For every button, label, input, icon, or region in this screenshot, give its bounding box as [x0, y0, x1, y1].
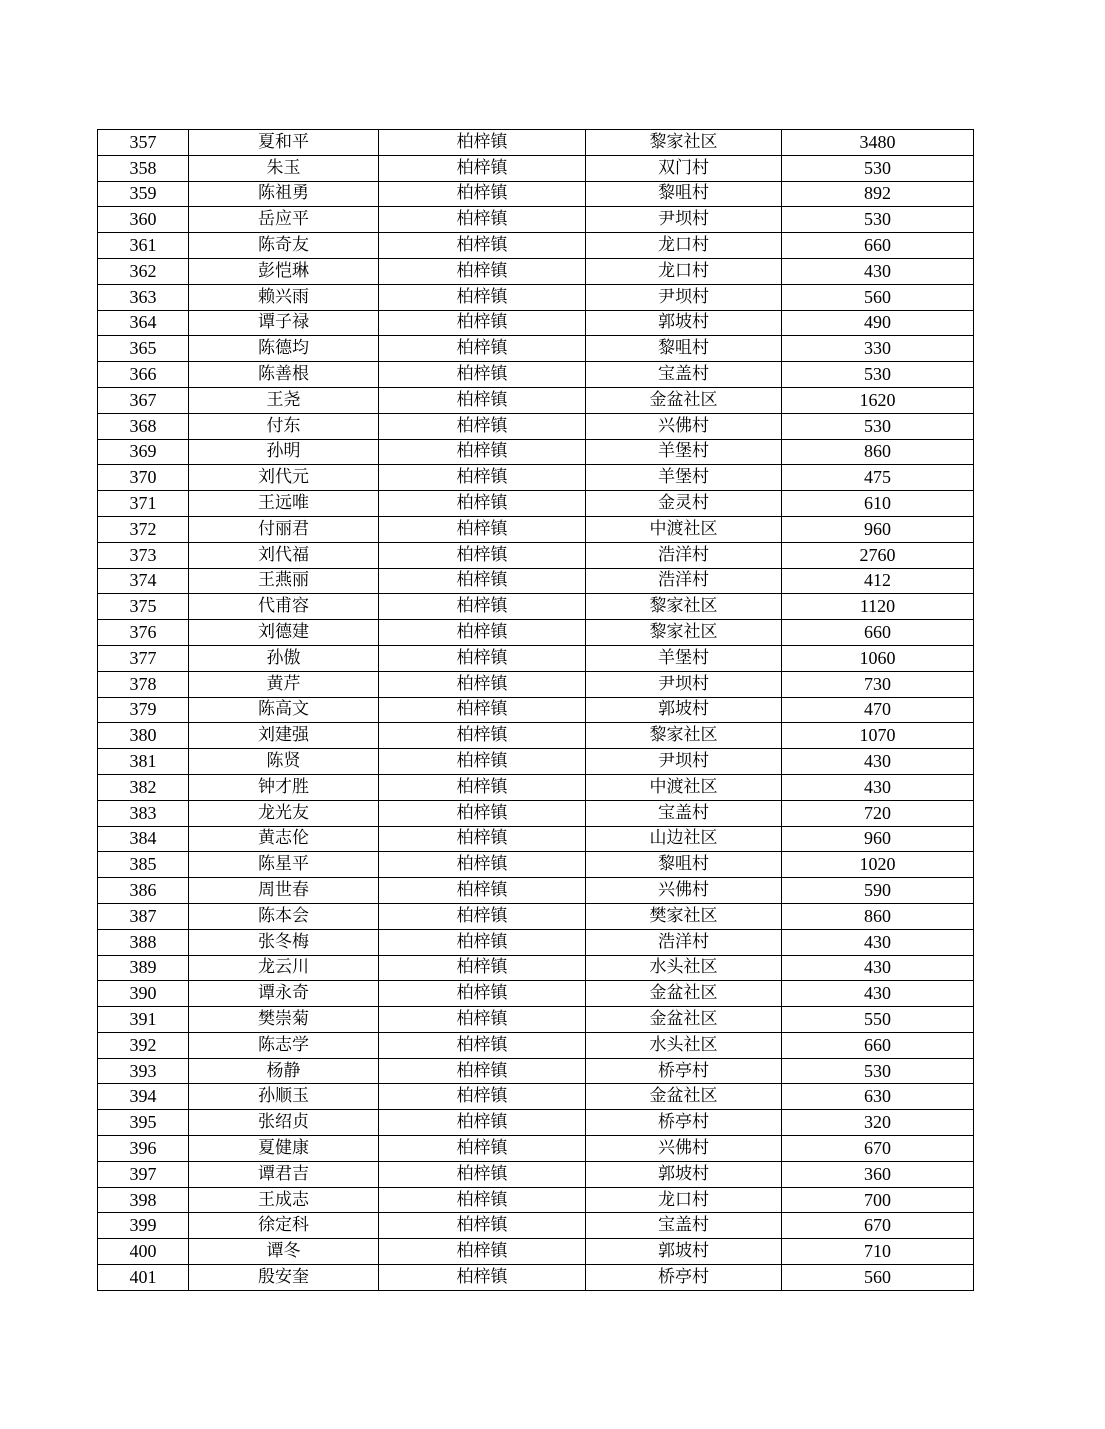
village-name: 金盆社区 — [586, 387, 782, 413]
table-row — [98, 826, 974, 852]
person-name: 陈高文 — [189, 697, 379, 723]
amount-value: 860 — [782, 439, 974, 465]
person-name: 刘代元 — [189, 465, 379, 491]
table-row — [98, 207, 974, 233]
town-name: 柏梓镇 — [379, 387, 586, 413]
amount-value: 430 — [782, 929, 974, 955]
village-name: 宝盖村 — [586, 800, 782, 826]
table-row — [98, 516, 974, 542]
town-name: 柏梓镇 — [379, 1058, 586, 1084]
town-name: 柏梓镇 — [379, 1187, 586, 1213]
village-name: 山边社区 — [586, 826, 782, 852]
row-number: 364 — [98, 310, 189, 336]
table-row — [98, 155, 974, 181]
town-name: 柏梓镇 — [379, 955, 586, 981]
town-name: 柏梓镇 — [379, 697, 586, 723]
town-name: 柏梓镇 — [379, 336, 586, 362]
town-name: 柏梓镇 — [379, 1136, 586, 1162]
table-row — [98, 697, 974, 723]
person-name: 代甫容 — [189, 594, 379, 620]
table-row — [98, 233, 974, 259]
row-number: 366 — [98, 362, 189, 388]
table-row — [98, 723, 974, 749]
person-name: 张绍贞 — [189, 1110, 379, 1136]
row-number: 381 — [98, 749, 189, 775]
village-name: 黎咀村 — [586, 852, 782, 878]
row-number: 377 — [98, 645, 189, 671]
village-name: 尹坝村 — [586, 207, 782, 233]
amount-value: 412 — [782, 568, 974, 594]
table-row — [98, 284, 974, 310]
village-name: 兴佛村 — [586, 878, 782, 904]
town-name: 柏梓镇 — [379, 439, 586, 465]
amount-value: 700 — [782, 1187, 974, 1213]
amount-value: 660 — [782, 620, 974, 646]
village-name: 黎咀村 — [586, 336, 782, 362]
table-row — [98, 310, 974, 336]
person-name: 王成志 — [189, 1187, 379, 1213]
row-number: 362 — [98, 258, 189, 284]
document-page — [97, 129, 974, 1291]
person-name: 谭冬 — [189, 1239, 379, 1265]
row-number: 390 — [98, 981, 189, 1007]
person-name: 赖兴雨 — [189, 284, 379, 310]
table-row — [98, 749, 974, 775]
table-row — [98, 362, 974, 388]
person-name: 王远唯 — [189, 491, 379, 517]
amount-value: 560 — [782, 1265, 974, 1291]
amount-value: 730 — [782, 671, 974, 697]
town-name: 柏梓镇 — [379, 233, 586, 259]
amount-value: 1120 — [782, 594, 974, 620]
row-number: 378 — [98, 671, 189, 697]
row-number: 380 — [98, 723, 189, 749]
village-name: 龙口村 — [586, 258, 782, 284]
amount-value: 530 — [782, 413, 974, 439]
town-name: 柏梓镇 — [379, 620, 586, 646]
person-name: 王燕丽 — [189, 568, 379, 594]
table-row — [98, 336, 974, 362]
table-row — [98, 1110, 974, 1136]
person-name: 陈本会 — [189, 903, 379, 929]
person-name: 夏健康 — [189, 1136, 379, 1162]
table-row — [98, 929, 974, 955]
village-name: 郭坡村 — [586, 1161, 782, 1187]
table-row — [98, 1213, 974, 1239]
village-name: 龙口村 — [586, 233, 782, 259]
amount-value: 2760 — [782, 542, 974, 568]
village-name: 黎家社区 — [586, 594, 782, 620]
village-name: 桥亭村 — [586, 1058, 782, 1084]
person-name: 孙傲 — [189, 645, 379, 671]
amount-value: 960 — [782, 826, 974, 852]
row-number: 397 — [98, 1161, 189, 1187]
table-row — [98, 1136, 974, 1162]
village-name: 樊家社区 — [586, 903, 782, 929]
table-row — [98, 387, 974, 413]
person-name: 刘代福 — [189, 542, 379, 568]
row-number: 367 — [98, 387, 189, 413]
village-name: 金灵村 — [586, 491, 782, 517]
amount-value: 330 — [782, 336, 974, 362]
table-row — [98, 1265, 974, 1291]
row-number: 399 — [98, 1213, 189, 1239]
table-row — [98, 594, 974, 620]
table-row — [98, 645, 974, 671]
table-row — [98, 774, 974, 800]
amount-value: 320 — [782, 1110, 974, 1136]
village-name: 黎咀村 — [586, 181, 782, 207]
person-name: 陈德均 — [189, 336, 379, 362]
row-number: 387 — [98, 903, 189, 929]
town-name: 柏梓镇 — [379, 594, 586, 620]
person-name: 钟才胜 — [189, 774, 379, 800]
town-name: 柏梓镇 — [379, 465, 586, 491]
table-row — [98, 258, 974, 284]
row-number: 368 — [98, 413, 189, 439]
table-row — [98, 491, 974, 517]
village-name: 龙口村 — [586, 1187, 782, 1213]
person-name: 陈贤 — [189, 749, 379, 775]
person-name: 谭子禄 — [189, 310, 379, 336]
town-name: 柏梓镇 — [379, 1265, 586, 1291]
table-row — [98, 130, 974, 156]
town-name: 柏梓镇 — [379, 284, 586, 310]
table-row — [98, 1032, 974, 1058]
person-name: 龙光友 — [189, 800, 379, 826]
town-name: 柏梓镇 — [379, 491, 586, 517]
person-name: 樊崇菊 — [189, 1007, 379, 1033]
row-number: 360 — [98, 207, 189, 233]
person-name: 龙云川 — [189, 955, 379, 981]
table-row — [98, 852, 974, 878]
village-name: 黎家社区 — [586, 620, 782, 646]
amount-value: 430 — [782, 258, 974, 284]
row-number: 382 — [98, 774, 189, 800]
amount-value: 3480 — [782, 130, 974, 156]
table-row — [98, 1058, 974, 1084]
table-row — [98, 413, 974, 439]
town-name: 柏梓镇 — [379, 1032, 586, 1058]
table-row — [98, 981, 974, 1007]
person-name: 谭永奇 — [189, 981, 379, 1007]
person-name: 彭恺琳 — [189, 258, 379, 284]
town-name: 柏梓镇 — [379, 723, 586, 749]
row-number: 398 — [98, 1187, 189, 1213]
town-name: 柏梓镇 — [379, 155, 586, 181]
village-name: 黎家社区 — [586, 130, 782, 156]
row-number: 365 — [98, 336, 189, 362]
row-number: 388 — [98, 929, 189, 955]
village-name: 兴佛村 — [586, 1136, 782, 1162]
amount-value: 530 — [782, 1058, 974, 1084]
town-name: 柏梓镇 — [379, 130, 586, 156]
row-number: 357 — [98, 130, 189, 156]
person-name: 周世春 — [189, 878, 379, 904]
town-name: 柏梓镇 — [379, 516, 586, 542]
row-number: 385 — [98, 852, 189, 878]
table-row — [98, 181, 974, 207]
town-name: 柏梓镇 — [379, 852, 586, 878]
person-name: 黄芹 — [189, 671, 379, 697]
town-name: 柏梓镇 — [379, 981, 586, 1007]
village-name: 郭坡村 — [586, 1239, 782, 1265]
data-table — [97, 129, 974, 1291]
amount-value: 660 — [782, 1032, 974, 1058]
village-name: 羊堡村 — [586, 439, 782, 465]
town-name: 柏梓镇 — [379, 774, 586, 800]
amount-value: 530 — [782, 362, 974, 388]
amount-value: 430 — [782, 774, 974, 800]
table-row — [98, 671, 974, 697]
village-name: 浩洋村 — [586, 929, 782, 955]
table-row — [98, 1187, 974, 1213]
town-name: 柏梓镇 — [379, 1213, 586, 1239]
village-name: 中渡社区 — [586, 516, 782, 542]
row-number: 386 — [98, 878, 189, 904]
row-number: 373 — [98, 542, 189, 568]
table-row — [98, 542, 974, 568]
row-number: 371 — [98, 491, 189, 517]
town-name: 柏梓镇 — [379, 645, 586, 671]
amount-value: 630 — [782, 1084, 974, 1110]
table-row — [98, 878, 974, 904]
row-number: 401 — [98, 1265, 189, 1291]
table-body — [98, 130, 974, 1291]
town-name: 柏梓镇 — [379, 1239, 586, 1265]
village-name: 尹坝村 — [586, 671, 782, 697]
village-name: 浩洋村 — [586, 542, 782, 568]
town-name: 柏梓镇 — [379, 878, 586, 904]
amount-value: 1620 — [782, 387, 974, 413]
table-row — [98, 903, 974, 929]
amount-value: 550 — [782, 1007, 974, 1033]
row-number: 372 — [98, 516, 189, 542]
village-name: 郭坡村 — [586, 310, 782, 336]
town-name: 柏梓镇 — [379, 1110, 586, 1136]
town-name: 柏梓镇 — [379, 362, 586, 388]
person-name: 刘德建 — [189, 620, 379, 646]
town-name: 柏梓镇 — [379, 310, 586, 336]
village-name: 桥亭村 — [586, 1110, 782, 1136]
town-name: 柏梓镇 — [379, 749, 586, 775]
village-name: 金盆社区 — [586, 981, 782, 1007]
person-name: 谭君吉 — [189, 1161, 379, 1187]
row-number: 375 — [98, 594, 189, 620]
amount-value: 892 — [782, 181, 974, 207]
amount-value: 360 — [782, 1161, 974, 1187]
amount-value: 590 — [782, 878, 974, 904]
amount-value: 1060 — [782, 645, 974, 671]
row-number: 394 — [98, 1084, 189, 1110]
amount-value: 860 — [782, 903, 974, 929]
amount-value: 530 — [782, 207, 974, 233]
amount-value: 530 — [782, 155, 974, 181]
table-row — [98, 620, 974, 646]
village-name: 浩洋村 — [586, 568, 782, 594]
village-name: 宝盖村 — [586, 1213, 782, 1239]
amount-value: 560 — [782, 284, 974, 310]
table-row — [98, 955, 974, 981]
village-name: 羊堡村 — [586, 645, 782, 671]
table-row — [98, 1007, 974, 1033]
person-name: 陈奇友 — [189, 233, 379, 259]
table-row — [98, 800, 974, 826]
amount-value: 960 — [782, 516, 974, 542]
town-name: 柏梓镇 — [379, 800, 586, 826]
person-name: 孙明 — [189, 439, 379, 465]
village-name: 水头社区 — [586, 955, 782, 981]
village-name: 中渡社区 — [586, 774, 782, 800]
person-name: 黄志伦 — [189, 826, 379, 852]
row-number: 363 — [98, 284, 189, 310]
person-name: 刘建强 — [189, 723, 379, 749]
person-name: 朱玉 — [189, 155, 379, 181]
town-name: 柏梓镇 — [379, 1084, 586, 1110]
person-name: 陈善根 — [189, 362, 379, 388]
person-name: 徐定科 — [189, 1213, 379, 1239]
row-number: 392 — [98, 1032, 189, 1058]
village-name: 宝盖村 — [586, 362, 782, 388]
table-row — [98, 568, 974, 594]
person-name: 岳应平 — [189, 207, 379, 233]
amount-value: 660 — [782, 233, 974, 259]
person-name: 付东 — [189, 413, 379, 439]
row-number: 396 — [98, 1136, 189, 1162]
town-name: 柏梓镇 — [379, 413, 586, 439]
person-name: 陈志学 — [189, 1032, 379, 1058]
person-name: 杨静 — [189, 1058, 379, 1084]
row-number: 361 — [98, 233, 189, 259]
amount-value: 670 — [782, 1213, 974, 1239]
village-name: 金盆社区 — [586, 1007, 782, 1033]
town-name: 柏梓镇 — [379, 826, 586, 852]
amount-value: 430 — [782, 749, 974, 775]
table-row — [98, 1161, 974, 1187]
town-name: 柏梓镇 — [379, 903, 586, 929]
person-name: 陈星平 — [189, 852, 379, 878]
row-number: 376 — [98, 620, 189, 646]
village-name: 黎家社区 — [586, 723, 782, 749]
town-name: 柏梓镇 — [379, 671, 586, 697]
row-number: 383 — [98, 800, 189, 826]
row-number: 395 — [98, 1110, 189, 1136]
row-number: 391 — [98, 1007, 189, 1033]
person-name: 夏和平 — [189, 130, 379, 156]
amount-value: 1070 — [782, 723, 974, 749]
village-name: 双门村 — [586, 155, 782, 181]
row-number: 384 — [98, 826, 189, 852]
village-name: 水头社区 — [586, 1032, 782, 1058]
table-row — [98, 1239, 974, 1265]
amount-value: 430 — [782, 981, 974, 1007]
town-name: 柏梓镇 — [379, 542, 586, 568]
village-name: 羊堡村 — [586, 465, 782, 491]
amount-value: 720 — [782, 800, 974, 826]
row-number: 369 — [98, 439, 189, 465]
town-name: 柏梓镇 — [379, 568, 586, 594]
row-number: 358 — [98, 155, 189, 181]
amount-value: 670 — [782, 1136, 974, 1162]
town-name: 柏梓镇 — [379, 929, 586, 955]
amount-value: 475 — [782, 465, 974, 491]
amount-value: 470 — [782, 697, 974, 723]
row-number: 389 — [98, 955, 189, 981]
person-name: 殷安奎 — [189, 1265, 379, 1291]
amount-value: 610 — [782, 491, 974, 517]
table-row — [98, 439, 974, 465]
row-number: 400 — [98, 1239, 189, 1265]
village-name: 尹坝村 — [586, 284, 782, 310]
town-name: 柏梓镇 — [379, 1161, 586, 1187]
amount-value: 710 — [782, 1239, 974, 1265]
person-name: 王尧 — [189, 387, 379, 413]
village-name: 金盆社区 — [586, 1084, 782, 1110]
town-name: 柏梓镇 — [379, 258, 586, 284]
person-name: 张冬梅 — [189, 929, 379, 955]
village-name: 尹坝村 — [586, 749, 782, 775]
person-name: 付丽君 — [189, 516, 379, 542]
village-name: 桥亭村 — [586, 1265, 782, 1291]
amount-value: 430 — [782, 955, 974, 981]
row-number: 370 — [98, 465, 189, 491]
town-name: 柏梓镇 — [379, 181, 586, 207]
amount-value: 1020 — [782, 852, 974, 878]
amount-value: 490 — [782, 310, 974, 336]
row-number: 393 — [98, 1058, 189, 1084]
row-number: 374 — [98, 568, 189, 594]
person-name: 陈祖勇 — [189, 181, 379, 207]
person-name: 孙顺玉 — [189, 1084, 379, 1110]
village-name: 郭坡村 — [586, 697, 782, 723]
table-row — [98, 465, 974, 491]
town-name: 柏梓镇 — [379, 1007, 586, 1033]
row-number: 379 — [98, 697, 189, 723]
row-number: 359 — [98, 181, 189, 207]
village-name: 兴佛村 — [586, 413, 782, 439]
town-name: 柏梓镇 — [379, 207, 586, 233]
table-row — [98, 1084, 974, 1110]
